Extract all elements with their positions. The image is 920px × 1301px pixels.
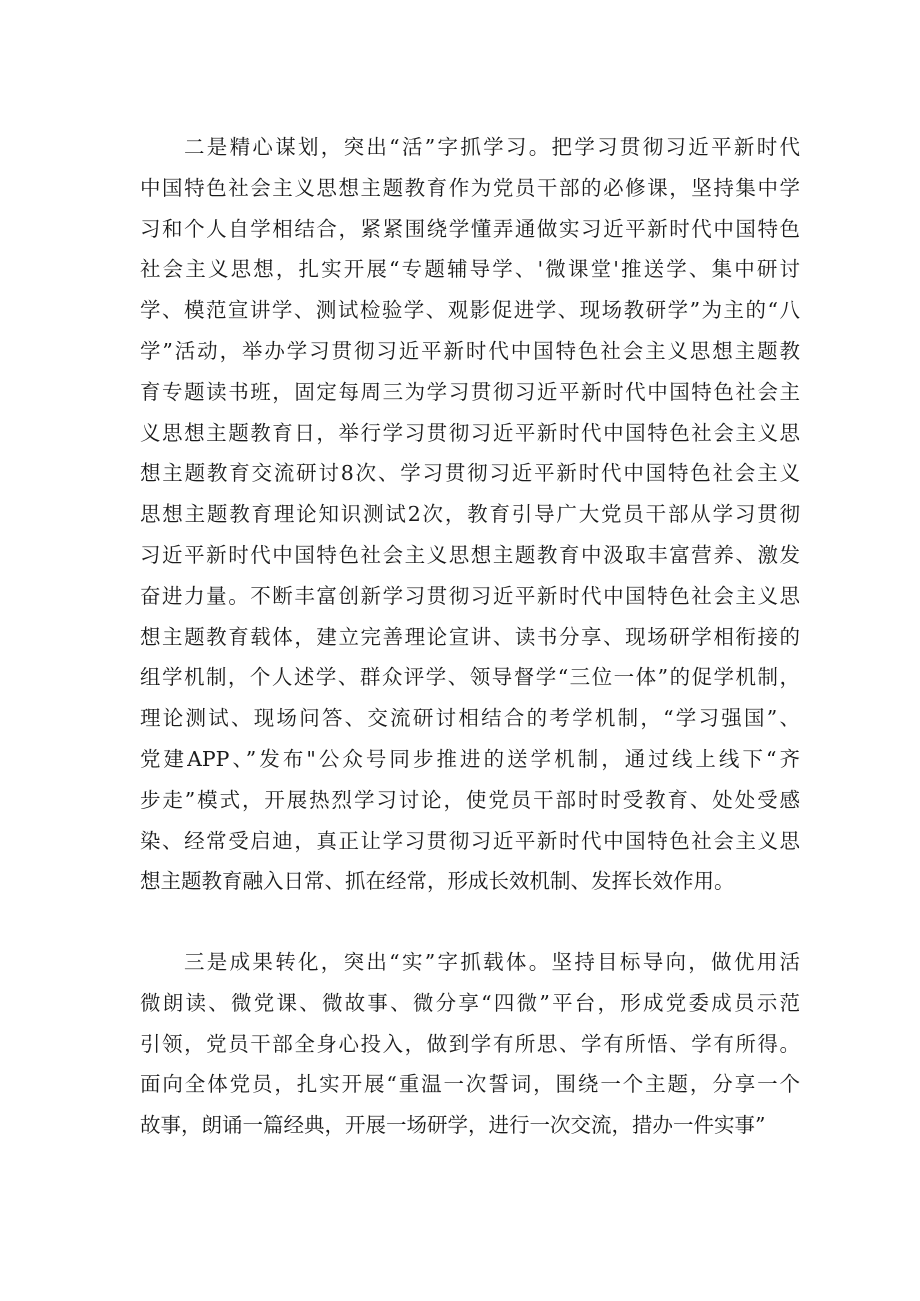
text-line: 二是精心谋划，突出“活”字抓学习。把学习贯彻习近平新时代 (184, 135, 800, 159)
text-line: 学、模范宣讲学、测试检验学、观影促进学、现场教研学”为主的“八 (140, 298, 800, 323)
text-line: 理论测试、现场问答、交流研讨相结合的考学机制，“学习强国”、 (140, 706, 800, 731)
text-line: 微朗读、微党课、微故事、微分享“四微”平台，形成党委成员示范 (140, 990, 800, 1015)
text-line: 想主题教育交流研讨8次、学习贯彻习近平新时代中国特色社会主义 (140, 461, 800, 486)
text-line: 想主题教育融入日常、抓在经常，形成长效机制、发挥长效作用。 (140, 869, 735, 894)
text-line: 步走”模式，开展热烈学习讨论，使党员干部时时受教育、处处受感 (140, 787, 800, 812)
text-line: 奋进力量。不断丰富创新学习贯彻习近平新时代中国特色社会主义思 (140, 583, 800, 608)
text-line: 学”活动，举办学习贯彻习近平新时代中国特色社会主义思想主题教 (140, 339, 800, 363)
text-line: 组学机制，个人述学、群众评学、领导督学“三位一体”的促学机制， (140, 665, 800, 690)
text-line: 想主题教育载体，建立完善理论宣讲、读书分享、现场研学相衔接的 (140, 624, 800, 649)
text-line: 习和个人自学相结合，紧紧围绕学懂弄通做实习近平新时代中国特色 (140, 216, 800, 241)
text-line: 面向全体党员，扎实开展“重温一次誓词，围绕一个主题，分享一个 (140, 1072, 800, 1097)
text-line: 三是成果转化，突出“实”字抓载体。坚持目标导向，做优用活 (184, 950, 800, 974)
text-line: 义思想主题教育日，举行学习贯彻习近平新时代中国特色社会主义思 (140, 420, 800, 445)
text-line: 社会主义思想，扎实开展“专题辅导学、'微课堂'推送学、集中研讨 (140, 257, 800, 282)
text-line: 引领，党员干部全身心投入，做到学有所思、学有所悟、学有所得。 (140, 1031, 800, 1056)
text-line: 党建APP、”发布"公众号同步推进的送学机制，通过线上线下“齐 (140, 747, 800, 771)
text-line: 习近平新时代中国特色社会主义思想主题教育中汲取丰富营养、激发 (140, 543, 800, 567)
text-line: 故事，朗诵一篇经典，开展一场研学，进行一次交流，措办一件实事” (140, 1113, 766, 1138)
text-line: 中国特色社会主义思想主题教育作为党员干部的必修课，坚持集中学 (140, 175, 800, 200)
text-line: 育专题读书班，固定每周三为学习贯彻习近平新时代中国特色社会主 (140, 379, 800, 404)
body-text (140, 0, 800, 1301)
text-line: 思想主题教育理论知识测试2次，教育引导广大党员干部从学习贯彻 (140, 502, 800, 527)
text-line: 染、经常受启迪，真正让学习贯彻习近平新时代中国特色社会主义思 (140, 828, 800, 853)
